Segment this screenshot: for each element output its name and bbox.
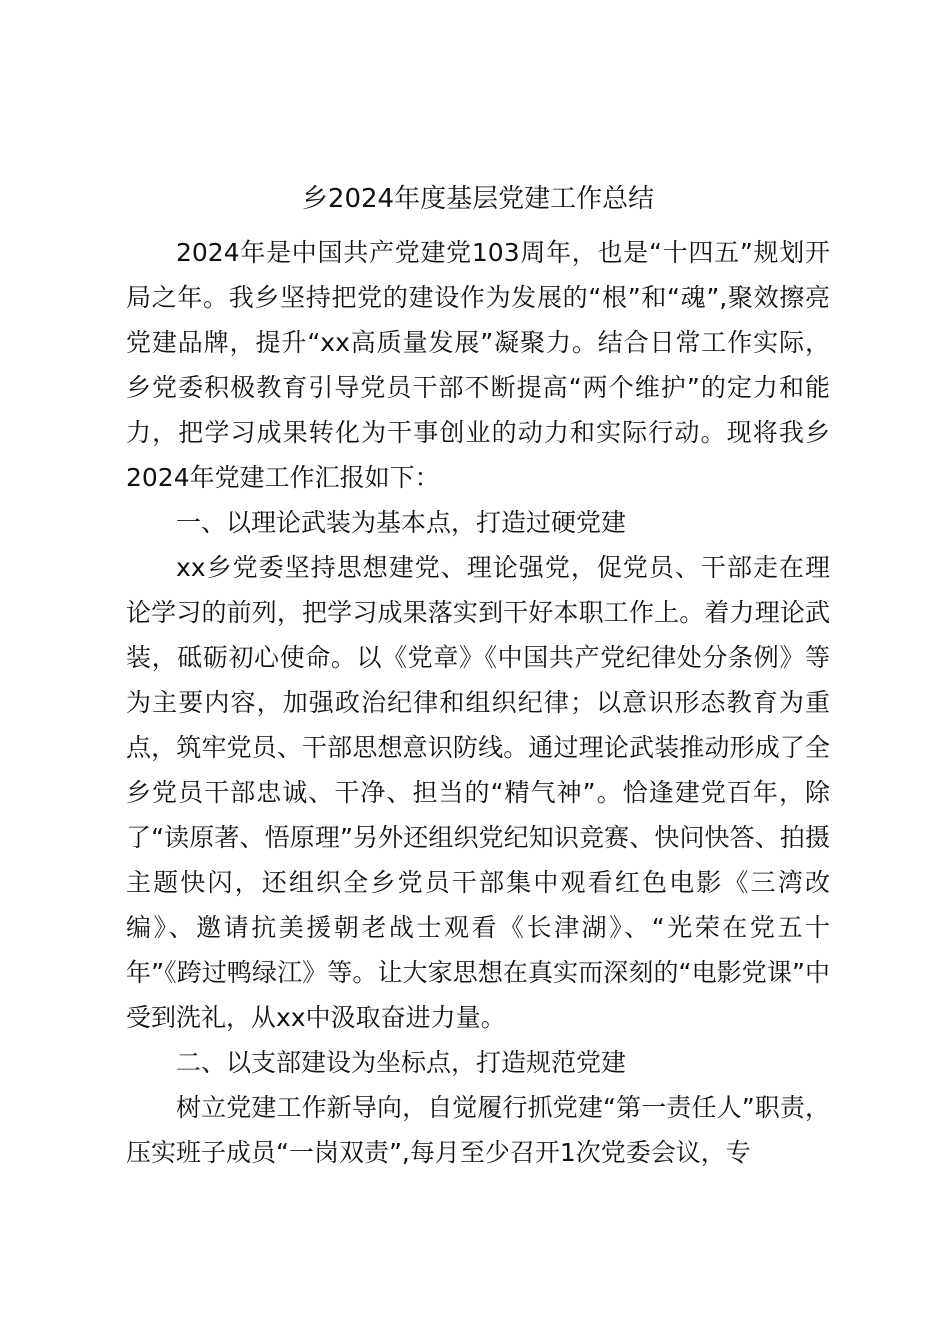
section-2-heading: 二、以支部建设为坐标点，打造规范党建 bbox=[176, 1048, 627, 1077]
section-1-heading: 一、以理论武装为基本点，打造过硬党建 bbox=[176, 508, 627, 537]
document-content bbox=[126, 168, 830, 1175]
section-2-body: 树立党建工作新导向，自觉履行抓党建“第一责任人”职责，压实班子成员“一岗双责”,每月至少召开1次党委会议，专 bbox=[126, 1093, 830, 1167]
intro-paragraph: 2024年是中国共产党建党103周年，也是“十四五”规划开局之年。我乡坚持把党的建设作为发展的“根”和“魂”,聚效擦亮党建品牌，提升“xx高质量发展”凝聚力。结合日常工作实际，乡党委积极教育引导党员干部不断提高“两个维护”的定力和能力，把学习成果转化为干事创业的动力和实际行动。现将我乡2024年党建工作汇报如下： bbox=[126, 238, 830, 492]
document-title: 乡2024年度基层党建工作总结 bbox=[301, 184, 655, 214]
section-1-body: xx乡党委坚持思想建党、理论强党，促党员、干部走在理论学习的前列，把学习成果落实到干好本职工作上。着力理论武装，砥砺初心使命。以《党章》《中国共产党纪律处分条例》等为主要内容，加强政治纪律和组织纪律；以意识形态教育为重点，筑牢党员、干部思想意识防线。通过理论武装推动形成了全乡党员干部忠诚、干净、担当的“精气神”。恰逢建党百年，除了“读原著、悟原理”另外还组织党纪知识竞赛、快问快答、拍摄主题快闪，还组织全乡党员干部集中观看红色电影《三湾改编》、邀请抗美援朝老战士观看《长津湖》、“光荣在党五十年”《跨过鸭绿江》等。让大家思想在真实而深刻的“电影党课”中受到洗礼，从xx中汲取奋进力量。 bbox=[126, 553, 830, 1032]
